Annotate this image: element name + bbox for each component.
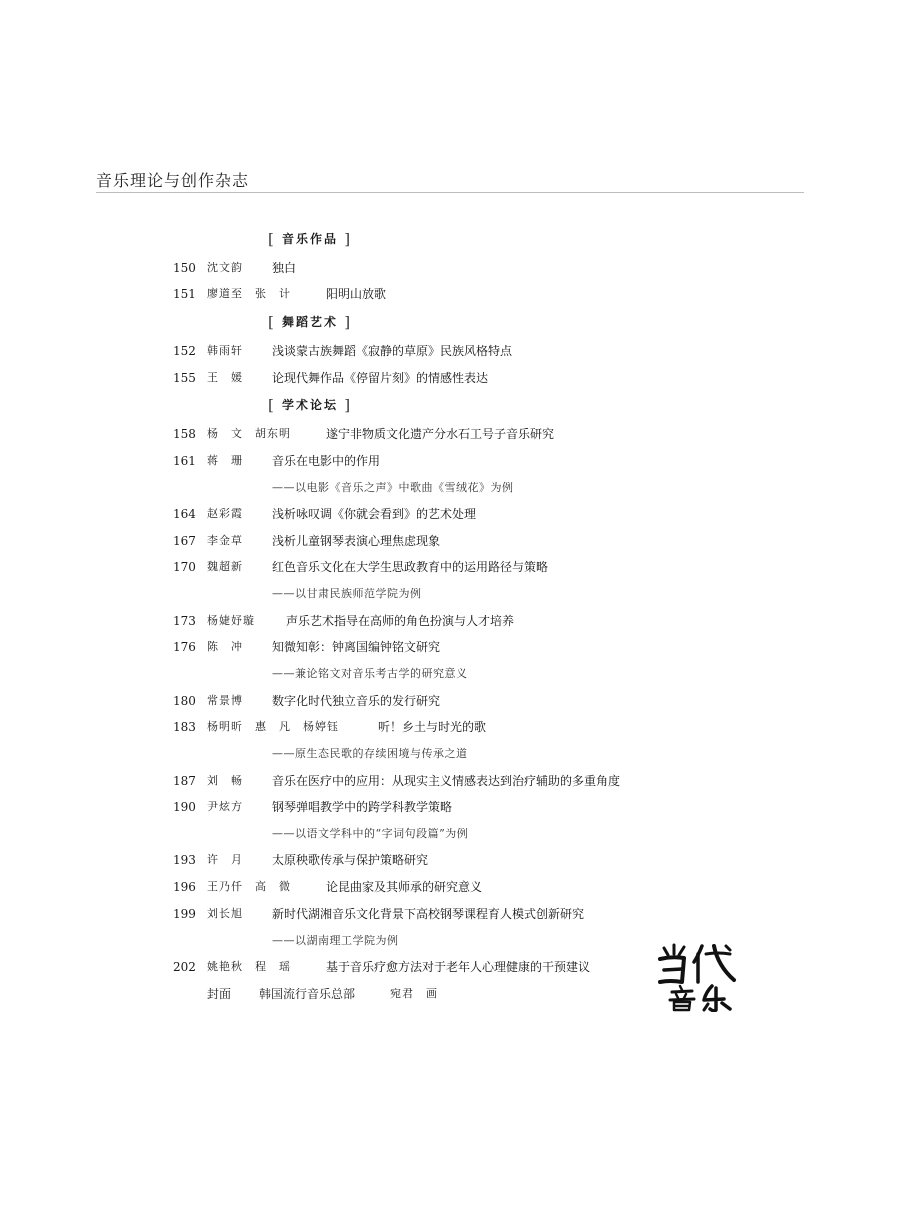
- page-number: 164: [173, 507, 196, 521]
- article-title: 太原秧歌传承与保护策略研究: [272, 853, 429, 867]
- page-number: 173: [173, 614, 196, 628]
- calligraphy-logo: [652, 942, 742, 1012]
- page-number: 190: [173, 800, 196, 814]
- page-number: 199: [173, 907, 196, 921]
- article-subtitle: ——以电影《音乐之声》中歌曲《雪绒花》为例: [272, 481, 514, 494]
- author: 韩雨轩: [207, 344, 243, 357]
- author: 姚艳秋 程 瑶: [207, 960, 291, 973]
- article-title: 论昆曲家及其师承的研究意义: [326, 880, 483, 894]
- page-number: 151: [173, 287, 196, 301]
- page-number: 167: [173, 534, 196, 548]
- page-number: 196: [173, 880, 196, 894]
- author: 杨 文 胡东明: [207, 427, 291, 440]
- author: 许 月: [207, 853, 243, 866]
- article-subtitle: ——以甘肃民族师范学院为例: [272, 587, 422, 600]
- article-title: 阳明山放歌: [326, 287, 387, 301]
- page-number: 161: [173, 454, 196, 468]
- section-heading: [ 舞蹈艺术 ]: [268, 313, 353, 331]
- page-number: 180: [173, 694, 196, 708]
- page-number: 158: [173, 427, 196, 441]
- journal-title: 音乐理论与创作杂志: [96, 171, 250, 190]
- cover-artist: 宛君 画: [390, 987, 438, 1000]
- article-title: 音乐在电影中的作用: [272, 454, 381, 468]
- author: 王乃仟 高 微: [207, 880, 291, 893]
- article-title: 浅谈蒙古族舞蹈《寂静的草原》民族风格特点: [272, 344, 513, 358]
- page-number: 176: [173, 640, 196, 654]
- author: 陈 冲: [207, 640, 243, 653]
- section-label: 音乐作品: [282, 232, 339, 246]
- author: 杨明昕 惠 凡 杨婷钰: [207, 720, 339, 733]
- author: 尹炫方: [207, 800, 243, 813]
- author: 廖道至 张 计: [207, 287, 291, 300]
- article-title: 遂宁非物质文化遗产分水石工号子音乐研究: [326, 427, 555, 441]
- article-title: 声乐艺术指导在高师的角色扮演与人才培养: [286, 614, 515, 628]
- author: 蒋 珊: [207, 454, 243, 467]
- section-heading: [ 学术论坛 ]: [268, 396, 353, 414]
- article-subtitle: ——以语文学科中的“字词句段篇”为例: [272, 827, 469, 840]
- page-number: 202: [173, 960, 196, 974]
- author: 李金草: [207, 534, 243, 547]
- article-title: 音乐在医疗中的应用：从现实主义情感表达到治疗辅助的多重角度: [272, 774, 621, 788]
- section-heading: [ 音乐作品 ]: [268, 230, 353, 248]
- article-subtitle: ——兼论铭文对音乐考古学的研究意义: [272, 667, 468, 680]
- article-title: 新时代湖湘音乐文化背景下高校钢琴课程育人模式创新研究: [272, 907, 585, 921]
- article-subtitle: ——以湖南理工学院为例: [272, 934, 399, 947]
- author: 赵彩霞: [207, 507, 243, 520]
- author: 魏超新: [207, 560, 243, 573]
- article-title: 知微知彰：钟离国编钟铭文研究: [272, 640, 441, 654]
- page-number: 170: [173, 560, 196, 574]
- article-subtitle: ——原生态民歌的存续困境与传承之道: [272, 747, 468, 760]
- page-number: 193: [173, 853, 196, 867]
- author: 常景博: [207, 694, 243, 707]
- cover-label: 封面: [207, 987, 232, 1001]
- article-title: 钢琴弹唱教学中的跨学科教学策略: [272, 800, 453, 814]
- page-number: 155: [173, 371, 196, 385]
- section-label: 学术论坛: [282, 398, 339, 412]
- article-title: 浅析咏叹调《你就会看到》的艺术处理: [272, 507, 477, 521]
- article-title: 基于音乐疗愈方法对于老年人心理健康的干预建议: [326, 960, 591, 974]
- author: 杨婕妤璇: [207, 614, 255, 627]
- page-number: 150: [173, 261, 196, 275]
- article-title: 浅析儿童钢琴表演心理焦虑现象: [272, 534, 441, 548]
- page-number: 152: [173, 344, 196, 358]
- section-label: 舞蹈艺术: [282, 315, 339, 329]
- page-number: 187: [173, 774, 196, 788]
- cover-title: 韩国流行音乐总部: [259, 987, 356, 1001]
- author: 王 媛: [207, 371, 243, 384]
- article-title: 数字化时代独立音乐的发行研究: [272, 694, 441, 708]
- author: 刘 畅: [207, 774, 243, 787]
- author: 沈文韵: [207, 261, 243, 274]
- author: 刘长旭: [207, 907, 243, 920]
- article-title: 论现代舞作品《停留片刻》的情感性表达: [272, 371, 489, 385]
- article-title: 独白: [272, 261, 297, 275]
- article-title: 红色音乐文化在大学生思政教育中的运用路径与策略: [272, 560, 549, 574]
- article-title: 听！乡土与时光的歌: [378, 720, 487, 734]
- page-number: 183: [173, 720, 196, 734]
